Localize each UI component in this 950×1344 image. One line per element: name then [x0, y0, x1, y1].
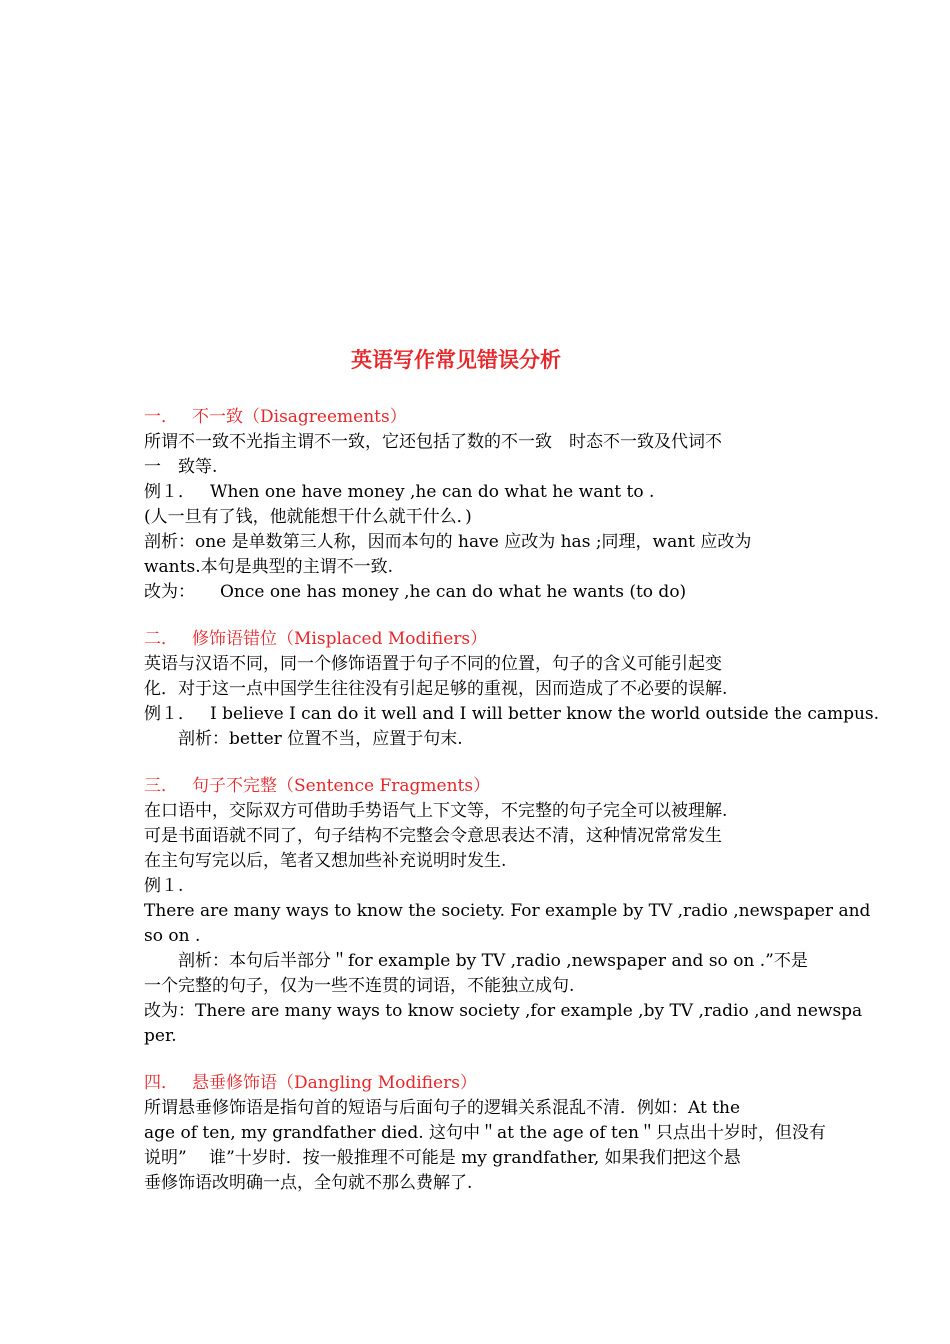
- fix-text: Once one has money ,he can do what he wants (to do): [220, 582, 687, 602]
- analysis-line: 一个完整的句子，仅为一些不连贯的词语，不能独立成句.: [144, 976, 575, 996]
- section-misplaced-modifiers: [144, 627, 880, 752]
- section-number: 四．: [144, 1073, 178, 1093]
- example-label: 例１．: [144, 704, 195, 724]
- example-line: [144, 480, 808, 505]
- body-line: 在主句写完以后，笔者又想加些补充说明时发生.: [144, 851, 507, 871]
- section-heading: [144, 627, 808, 652]
- section-gap: [144, 605, 808, 627]
- section-heading: [144, 774, 808, 799]
- body-line: 英语与汉语不同，同一个修饰语置于句子不同的位置，句子的含义可能引起变: [144, 654, 722, 674]
- section-disagreements: [144, 405, 808, 605]
- body-line: 所谓不一致不光指主谓不一致，它还包括了数的不一致 时态不一致及代词不: [144, 432, 722, 452]
- section-number: 二．: [144, 629, 178, 649]
- body-line: 垂修饰语改明确一点，全句就不那么费解了.: [144, 1173, 473, 1193]
- example-label: 例１.: [144, 876, 184, 896]
- section-gap: [144, 752, 808, 774]
- section-gap: [144, 1049, 808, 1071]
- body-line: age of ten, my grandfather died. 这句中＂at the age of ten＂只点出十岁时，但没有: [144, 1123, 826, 1143]
- analysis-line: wants.本句是典型的主谓不一致.: [144, 557, 393, 577]
- section-dangling-modifiers: [144, 1071, 826, 1196]
- analysis-line: 剖析：本句后半部分＂for example by TV ,radio ,newspaper and so on .”不是: [178, 951, 808, 971]
- document-title: 英语写作常见错误分析: [351, 347, 561, 372]
- example-text: There are many ways to know the society. For example by TV ,radio ,newspaper and: [144, 901, 871, 921]
- fix-line: [144, 580, 808, 605]
- body-line: 可是书面语就不同了，句子结构不完整会令意思表达不清，这种情况常常发生: [144, 826, 722, 846]
- section-heading: [144, 1071, 808, 1096]
- fix-line: per.: [144, 1026, 177, 1046]
- body-line: 说明” 谁”十岁时．按一般推理不可能是 my grandfather, 如果我们把这个悬: [144, 1148, 741, 1168]
- section-title: 悬垂修饰语（Dangling Modifiers）: [192, 1073, 477, 1093]
- body-line: 在口语中，交际双方可借助手势语气上下文等，不完整的句子完全可以被理解.: [144, 801, 728, 821]
- body-line: 一 致等.: [144, 457, 218, 477]
- body-line: 化．对于这一点中国学生往往没有引起足够的重视，因而造成了不必要的误解.: [144, 679, 728, 699]
- example-text: When one have money ,he can do what he want to .: [210, 482, 655, 502]
- section-title: 不一致（Disagreements）: [192, 407, 407, 427]
- example-label: 例１．: [144, 482, 195, 502]
- analysis-line: 剖析：one 是单数第三人称，因而本句的 have 应改为 has ;同理，want 应改为: [144, 532, 752, 552]
- section-number: 三．: [144, 776, 178, 796]
- section-number: 一．: [144, 407, 178, 427]
- body-line: 所谓悬垂修饰语是指句首的短语与后面句子的逻辑关系混乱不清．例如：At the: [144, 1098, 741, 1118]
- section-title: 修饰语错位（Misplaced Modifiers）: [192, 629, 488, 649]
- fix-line: 改为：There are many ways to know society ,for example ,by TV ,radio ,and newspa: [144, 1001, 863, 1021]
- fix-label: 改为：: [144, 582, 195, 602]
- document-body: [144, 405, 880, 1196]
- translation-line: (人一旦有了钱，他就能想干什么就干什么．): [144, 507, 472, 527]
- example-line: [144, 702, 880, 727]
- section-heading: [144, 405, 808, 430]
- section-title: 句子不完整（Sentence Fragments）: [192, 776, 491, 796]
- section-sentence-fragments: [144, 774, 871, 1049]
- example-text: I believe I can do it well and I will better know the world outside the campus.: [210, 704, 880, 724]
- example-text: so on .: [144, 926, 201, 946]
- analysis-line: 剖析：better 位置不当，应置于句末.: [178, 729, 463, 749]
